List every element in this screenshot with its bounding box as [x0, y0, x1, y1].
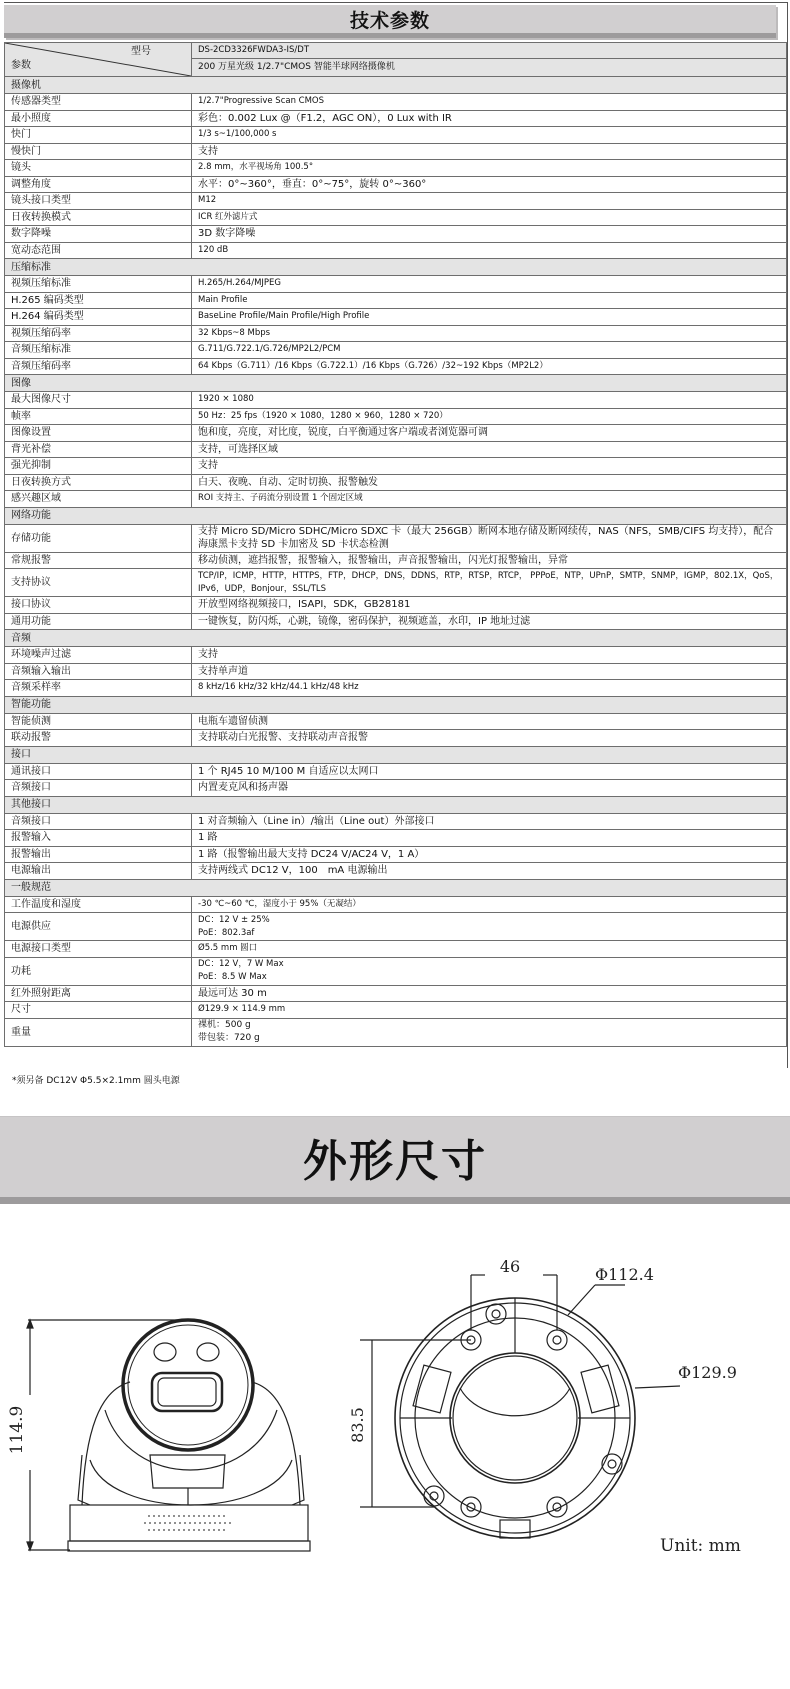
section-title: 网络功能 [5, 507, 787, 524]
spec-row [5, 193, 787, 210]
spec-row [5, 226, 787, 243]
spec-value-line: PoE：8.5 W Max [198, 972, 267, 982]
spec-row [5, 94, 787, 111]
vertical-dimension: 83.5 [348, 1407, 367, 1443]
spec-row [5, 647, 787, 664]
section-title: 压缩标准 [5, 259, 787, 276]
spec-row [5, 846, 787, 863]
spec-row [5, 309, 787, 326]
spec-key: 重量 [5, 1018, 192, 1046]
spec-key: 接口协议 [5, 597, 192, 614]
section-header [5, 77, 787, 94]
spec-value-line: 裸机：500 g [198, 1020, 251, 1030]
height-dimension: 114.9 [7, 1405, 27, 1455]
spec-row [5, 127, 787, 144]
spec-value: 支持联动白光报警、支持联动声音报警 [192, 730, 787, 747]
unit-label: Unit: mm [660, 1536, 741, 1556]
spec-row [5, 160, 787, 177]
dimensions-banner [0, 1116, 790, 1204]
spec-key: 音频压缩标准 [5, 342, 192, 359]
page-title: 技术参数 [349, 9, 430, 32]
spec-value: 1/3 s~1/100,000 s [192, 127, 787, 144]
spec-value [192, 957, 787, 985]
spec-key: 镜头 [5, 160, 192, 177]
spec-key: 环境噪声过滤 [5, 647, 192, 664]
spec-row [5, 830, 787, 847]
spec-row [5, 985, 787, 1002]
section-header [5, 375, 787, 392]
spec-key: H.264 编码类型 [5, 309, 192, 326]
model-value: DS-2CD3326FWDA3-IS/DT [192, 43, 787, 59]
spec-value: 支持两线式 DC12 V，100 mA 电源输出 [192, 863, 787, 880]
spec-value: 电瓶车遗留侦测 [192, 713, 787, 730]
spec-row [5, 325, 787, 342]
spec-row [5, 358, 787, 375]
spec-row [5, 1002, 787, 1019]
spec-row [5, 474, 787, 491]
spec-row [5, 143, 787, 160]
spec-value: H.265/H.264/MJPEG [192, 276, 787, 293]
spec-row [5, 763, 787, 780]
spec-value: -30 ℃~60 ℃，湿度小于 95%（无凝结） [192, 896, 787, 913]
spec-value [192, 1018, 787, 1046]
param-label: 参数 [11, 60, 31, 71]
spec-key: 报警输入 [5, 830, 192, 847]
spec-row [5, 663, 787, 680]
section-header [5, 879, 787, 896]
spec-row [5, 941, 787, 958]
spec-value: 开放型网络视频接口，ISAPI，SDK，GB28181 [192, 597, 787, 614]
diagonal-divider [5, 43, 191, 76]
section-title: 一般规范 [5, 879, 787, 896]
spec-key: 智能侦测 [5, 713, 192, 730]
spec-value: 1 路 [192, 830, 787, 847]
spec-value: 2.8 mm，水平视场角 100.5° [192, 160, 787, 177]
spec-row [5, 913, 787, 941]
spec-value: Ø5.5 mm 圆口 [192, 941, 787, 958]
spec-key: 通讯接口 [5, 763, 192, 780]
camera-bottom-view [360, 1275, 680, 1538]
spec-value: 水平：0°~360°，垂直：0°~75°，旋转 0°~360° [192, 176, 787, 193]
spec-value: 支持 [192, 647, 787, 664]
spec-row [5, 680, 787, 697]
spec-row [5, 957, 787, 985]
spec-value: 1 路（报警输出最大支持 DC24 V/AC24 V，1 A） [192, 846, 787, 863]
spec-row [5, 863, 787, 880]
spec-row [5, 524, 787, 552]
spec-row [5, 276, 787, 293]
spec-row [5, 613, 787, 630]
spec-key: 日夜转换模式 [5, 209, 192, 226]
spec-value-line: 带包装：720 g [198, 1033, 260, 1043]
spec-value: ICR 红外滤片式 [192, 209, 787, 226]
spec-row [5, 730, 787, 747]
spec-key: 常规报警 [5, 552, 192, 569]
camera-side-view [27, 1320, 310, 1551]
spec-row [5, 713, 787, 730]
spec-key: 音频采样率 [5, 680, 192, 697]
spec-key: 红外照射距离 [5, 985, 192, 1002]
spec-key: 慢快门 [5, 143, 192, 160]
spec-key: 镜头接口类型 [5, 193, 192, 210]
spec-value-line: DC：12 V ± 25% [198, 914, 270, 925]
spec-key: 尺寸 [5, 1002, 192, 1019]
spec-key: 日夜转换方式 [5, 474, 192, 491]
spec-table [4, 42, 787, 1047]
spec-row [5, 813, 787, 830]
spec-row [5, 408, 787, 425]
spec-key: 视频压缩码率 [5, 325, 192, 342]
section-title: 智能功能 [5, 696, 787, 713]
spec-row [5, 491, 787, 508]
spec-key: 音频接口 [5, 780, 192, 797]
spec-value: 32 Kbps~8 Mbps [192, 325, 787, 342]
spec-key: 帧率 [5, 408, 192, 425]
spec-row [5, 569, 787, 597]
spec-value: 支持 [192, 458, 787, 475]
spec-row [5, 458, 787, 475]
spec-value: BaseLine Profile/Main Profile/High Profile [192, 309, 787, 326]
spec-value: 支持 Micro SD/Micro SDHC/Micro SDXC 卡（最大 256GB）断网本地存储及断网续传，NAS（NFS，SMB/CIFS 均支持），配合海康黑卡支持 SD 卡加密及 SD 卡状态检测 [192, 524, 787, 552]
section-header [5, 746, 787, 763]
spec-key: 通用功能 [5, 613, 192, 630]
section-header [5, 507, 787, 524]
section-header [5, 259, 787, 276]
model-row [5, 43, 787, 59]
spec-value: 1 对音频输入（Line in）/输出（Line out）外部接口 [192, 813, 787, 830]
spec-row [5, 896, 787, 913]
spec-value: 支持单声道 [192, 663, 787, 680]
spec-key: 存储功能 [5, 524, 192, 552]
spec-value-line: PoE：802.3af [198, 927, 255, 938]
spec-row [5, 425, 787, 442]
spec-key: 最大图像尺寸 [5, 392, 192, 409]
spec-value: 移动侦测，遮挡报警，报警输入，报警输出，声音报警输出，闪光灯报警输出，异常 [192, 552, 787, 569]
spec-title-banner [4, 5, 776, 38]
spec-value [192, 913, 787, 941]
spec-value: 饱和度，亮度，对比度，锐度，白平衡通过客户端或者浏览器可调 [192, 425, 787, 442]
spec-key: 快门 [5, 127, 192, 144]
model-label: 型号 [131, 46, 151, 57]
spec-value: 64 Kbps（G.711）/16 Kbps（G.722.1）/16 Kbps（G.726）/32~192 Kbps（MP2L2） [192, 358, 787, 375]
spec-row [5, 1018, 787, 1046]
spec-value: 8 kHz/16 kHz/32 kHz/44.1 kHz/48 kHz [192, 680, 787, 697]
spec-value: 1/2.7"Progressive Scan CMOS [192, 94, 787, 111]
spec-key: 宽动态范围 [5, 242, 192, 259]
spec-key: 联动报警 [5, 730, 192, 747]
spec-key: 电源接口类型 [5, 941, 192, 958]
spec-value: 白天、夜晚、自动、定时切换、报警触发 [192, 474, 787, 491]
spec-value: 50 Hz：25 fps（1920 × 1080，1280 × 960，1280 × 720） [192, 408, 787, 425]
spec-key: 工作温度和湿度 [5, 896, 192, 913]
inner-diameter-dimension: Φ112.4 [595, 1265, 654, 1284]
spec-value: 3D 数字降噪 [192, 226, 787, 243]
spec-key: 音频接口 [5, 813, 192, 830]
dimensions-title: 外形尺寸 [303, 1136, 487, 1187]
outer-diameter-dimension: Φ129.9 [678, 1363, 737, 1382]
spec-value: Main Profile [192, 292, 787, 309]
spec-value: 一键恢复，防闪烁，心跳，镜像，密码保护，视频遮盖，水印，IP 地址过滤 [192, 613, 787, 630]
spec-key: 支持协议 [5, 569, 192, 597]
footnote: *须另备 DC12V Φ5.5×2.1mm 圆头电源 [12, 1076, 180, 1086]
spec-key: 电源输出 [5, 863, 192, 880]
spec-key: 音频输入输出 [5, 663, 192, 680]
section-header [5, 696, 787, 713]
spec-row [5, 392, 787, 409]
spec-key: H.265 编码类型 [5, 292, 192, 309]
spec-row [5, 342, 787, 359]
spec-value: G.711/G.722.1/G.726/MP2L2/PCM [192, 342, 787, 359]
spec-value: Ø129.9 × 114.9 mm [192, 1002, 787, 1019]
spec-value: 彩色：0.002 Lux @（F1.2，AGC ON），0 Lux with IR [192, 110, 787, 127]
section-title: 摄像机 [5, 77, 787, 94]
section-title: 接口 [5, 746, 787, 763]
spec-value: M12 [192, 193, 787, 210]
spec-key: 传感器类型 [5, 94, 192, 111]
spec-key: 视频压缩标准 [5, 276, 192, 293]
spec-row [5, 780, 787, 797]
spec-key: 最小照度 [5, 110, 192, 127]
spec-row [5, 242, 787, 259]
spec-key: 强光抑制 [5, 458, 192, 475]
section-title: 图像 [5, 375, 787, 392]
corner-cell [5, 43, 192, 77]
spec-value: 120 dB [192, 242, 787, 259]
spec-key: 电源供应 [5, 913, 192, 941]
spec-key: 背光补偿 [5, 441, 192, 458]
spec-row [5, 292, 787, 309]
spec-value: 1 个 RJ45 10 M/100 M 自适应以太网口 [192, 763, 787, 780]
spec-key: 音频压缩码率 [5, 358, 192, 375]
spec-value-line: DC：12 V，7 W Max [198, 959, 284, 969]
spec-value: 最远可达 30 m [192, 985, 787, 1002]
spec-key: 数字降噪 [5, 226, 192, 243]
spec-key: 调整角度 [5, 176, 192, 193]
spec-key: 图像设置 [5, 425, 192, 442]
spec-row [5, 552, 787, 569]
spec-row [5, 209, 787, 226]
spec-value: 支持，可选择区域 [192, 441, 787, 458]
spec-row [5, 110, 787, 127]
spec-value: 支持 [192, 143, 787, 160]
spec-key: 功耗 [5, 957, 192, 985]
description-value: 200 万星光级 1/2.7"CMOS 智能半球网络摄像机 [192, 59, 787, 77]
section-title: 其他接口 [5, 796, 787, 813]
hole-spacing-dimension: 46 [499, 1257, 521, 1276]
section-header [5, 630, 787, 647]
spec-value: 1920 × 1080 [192, 392, 787, 409]
spec-row [5, 176, 787, 193]
spec-row [5, 597, 787, 614]
spec-value: ROI 支持主、子码流分别设置 1 个固定区域 [192, 491, 787, 508]
spec-value: 内置麦克风和扬声器 [192, 780, 787, 797]
section-title: 音频 [5, 630, 787, 647]
spec-key: 报警输出 [5, 846, 192, 863]
spec-row [5, 441, 787, 458]
spec-value: TCP/IP，ICMP，HTTP，HTTPS，FTP，DHCP，DNS，DDNS，RTP，RTSP，RTCP， PPPoE，NTP，UPnP，SMTP，SNMP，IGMP，802.1X，QoS，IPv6，UDP，Bonjour，SSL/TLS [192, 569, 787, 597]
section-header [5, 796, 787, 813]
spec-key: 感兴趣区域 [5, 491, 192, 508]
